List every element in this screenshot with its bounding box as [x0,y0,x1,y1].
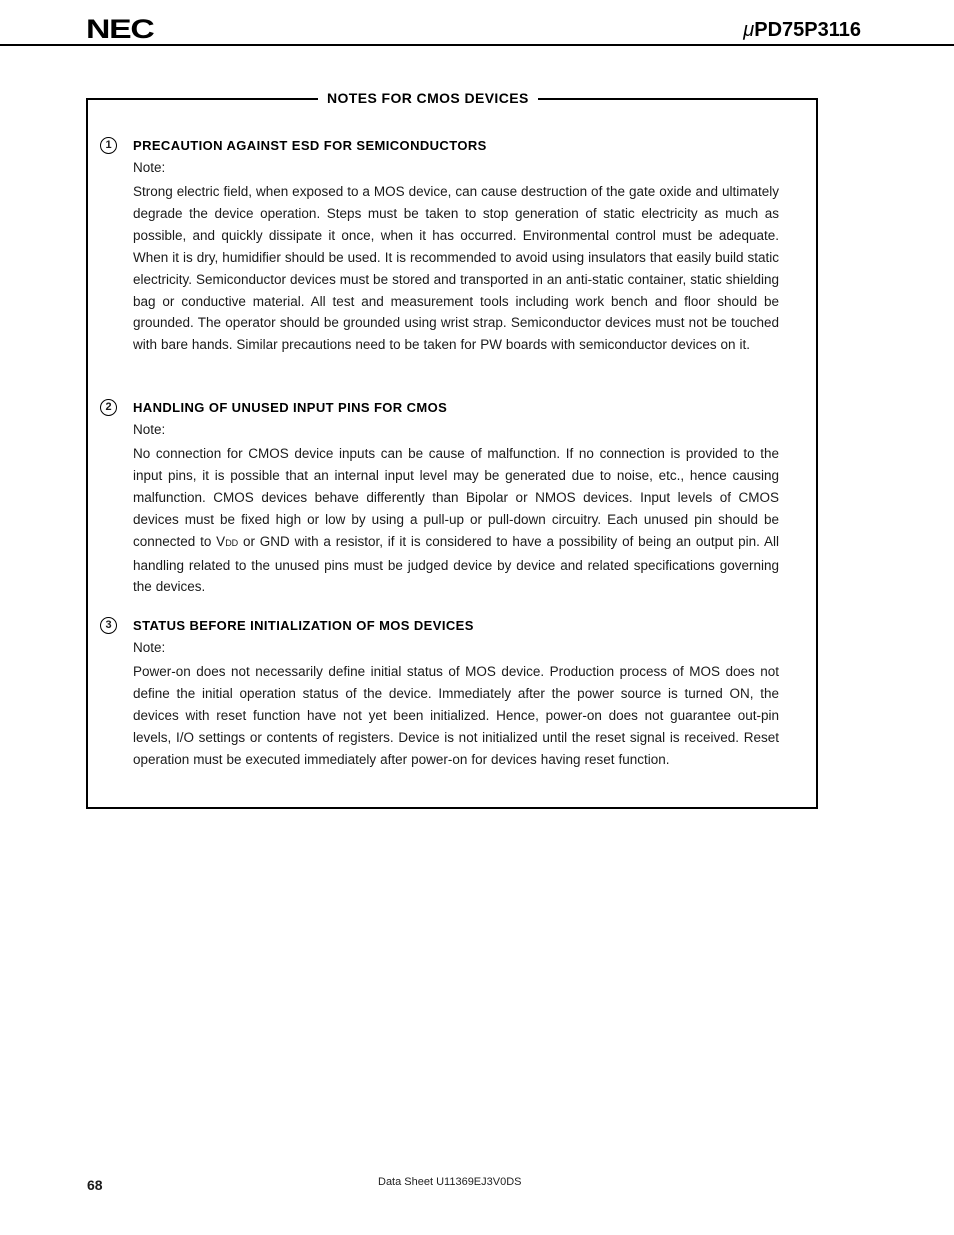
document-id: Data Sheet U11369EJ3V0DS [378,1176,522,1188]
vdd-subscript: DD [225,537,239,548]
header-rule [0,44,954,46]
frame-title: NOTES FOR CMOS DEVICES [318,90,538,106]
section-body: Strong electric field, when exposed to a MOS device, can cause destruction of the gate oxide and ultimately degrade the device operation. Steps must be taken to stop generation of static electricity as much as possible, and quickly dissipate it once, when it has occurred. Environmental control must be adequate. When it is dry, humidifier should be used. It is recommended to avoid using insulators that easily build static electricity. Semiconductor devices must be stored and transported in an anti-static container, static shielding bag or conductive material. All test and measurement tools including work bench and floor should be grounded. The operator should be grounded using wrist strap. Semiconductor devices must not be touched with bare hands. Similar precautions need to be taken for PW boards with semiconductor devices on it. [133,184,779,353]
part-number [743,19,861,42]
section-note-label: Note: [133,160,166,175]
part-prefix: μ [743,19,755,41]
section-number-circle: 3 [100,617,117,634]
section-number-circle: 2 [100,399,117,416]
section-number-circle: 1 [100,137,117,154]
section-body: Power-on does not necessarily define initial status of MOS device. Production process of MOS does not define the initial operation status of the device. Immediately after the power source is turned ON, the devices with reset function have not yet been initialized. Hence, power-on does not guarantee out-pin levels, I/O settings or contents of registers. Device is not initialized until the reset signal is received. Reset operation must be executed immediately after power-on for devices having reset function. [133,664,779,767]
section-heading: PRECAUTION AGAINST ESD FOR SEMICONDUCTORS [133,138,487,153]
body-text-post: or GND with a resistor, if it is considered to have a possibility of being an output pin. All handling related to the unused pins must be judged device by device and related specifications governing the devices. [133,533,779,595]
section-heading: HANDLING OF UNUSED INPUT PINS FOR CMOS [133,400,448,415]
part-name: PD75P3116 [754,19,861,41]
body-text-pre: No connection for CMOS device inputs can be cause of malfunction. If no connection is provided to the input pins, it is possible that an internal input level may be generated due to noise, etc., hence causing malfunction. CMOS devices behave differently than Bipolar or NMOS devices. Input levels of CMOS devices must be fixed high or low by using a pull-up or pull-down circuitry. Each unused pin should be connected to V [133,446,779,549]
section-note-label: Note: [133,422,166,437]
section-body [133,443,779,598]
section-heading: STATUS BEFORE INITIALIZATION OF MOS DEVICES [133,618,474,633]
nec-logo: NEC [86,14,154,44]
section-note-label: Note: [133,640,166,655]
page-number: 68 [87,1177,103,1193]
